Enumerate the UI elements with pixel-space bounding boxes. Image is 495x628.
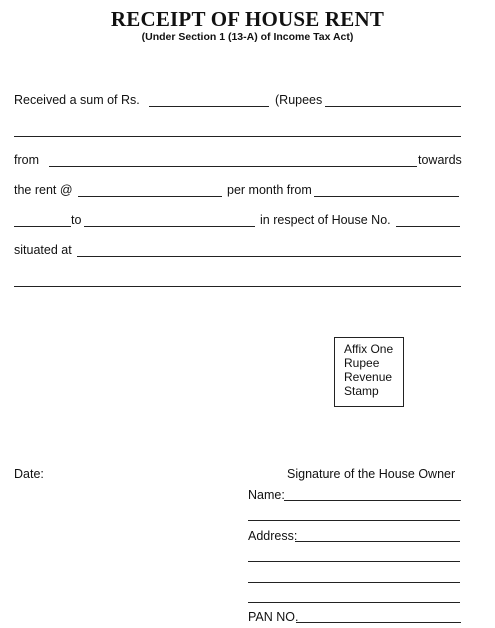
from-label: from [14,153,39,167]
owner-address-line-2-field[interactable] [248,561,460,562]
house-number-label: in respect of House No. [260,213,391,227]
stamp-text-line-4: Stamp [344,384,379,398]
stamp-text-line-3: Revenue [344,370,393,384]
period-start-continuation-field[interactable] [14,226,71,227]
towards-label: towards [418,153,462,167]
address-situated-continuation-field[interactable] [14,286,461,287]
date-label: Date: [14,467,44,481]
pan-label: PAN NO. [248,610,299,624]
stamp-text-line-2: Rupee [344,356,380,370]
page-subtitle: (Under Section 1 (13-A) of Income Tax Act) [141,31,354,43]
period-end-field[interactable] [84,226,255,227]
page-title: RECEIPT OF HOUSE RENT [110,7,385,31]
house-number-field[interactable] [396,226,460,227]
to-label: to [71,213,82,227]
name-label: Name: [248,488,285,502]
rent-rate-field[interactable] [78,196,222,197]
owner-name-field[interactable] [284,500,461,501]
rent-label: the rent @ [14,183,73,197]
tenant-name-field[interactable] [49,166,417,167]
stamp-text-line-1: Affix One [344,342,394,356]
period-start-field[interactable] [314,196,459,197]
per-month-label: per month from [227,183,312,197]
pan-number-field[interactable] [296,622,461,623]
amount-in-words-continuation-field[interactable] [14,136,461,137]
address-label: Address: [248,529,298,543]
signature-label: Signature of the House Owner [287,467,456,481]
owner-address-line-4-field[interactable] [248,602,460,603]
address-situated-field[interactable] [77,256,461,257]
rupees-label: (Rupees [275,93,323,107]
amount-in-words-field[interactable] [325,106,461,107]
owner-name-continuation-field[interactable] [248,520,460,521]
received-label: Received a sum of Rs. [14,93,140,107]
owner-address-line-3-field[interactable] [248,582,460,583]
situated-label: situated at [14,243,72,257]
amount-field[interactable] [149,106,269,107]
owner-address-field[interactable] [295,541,460,542]
